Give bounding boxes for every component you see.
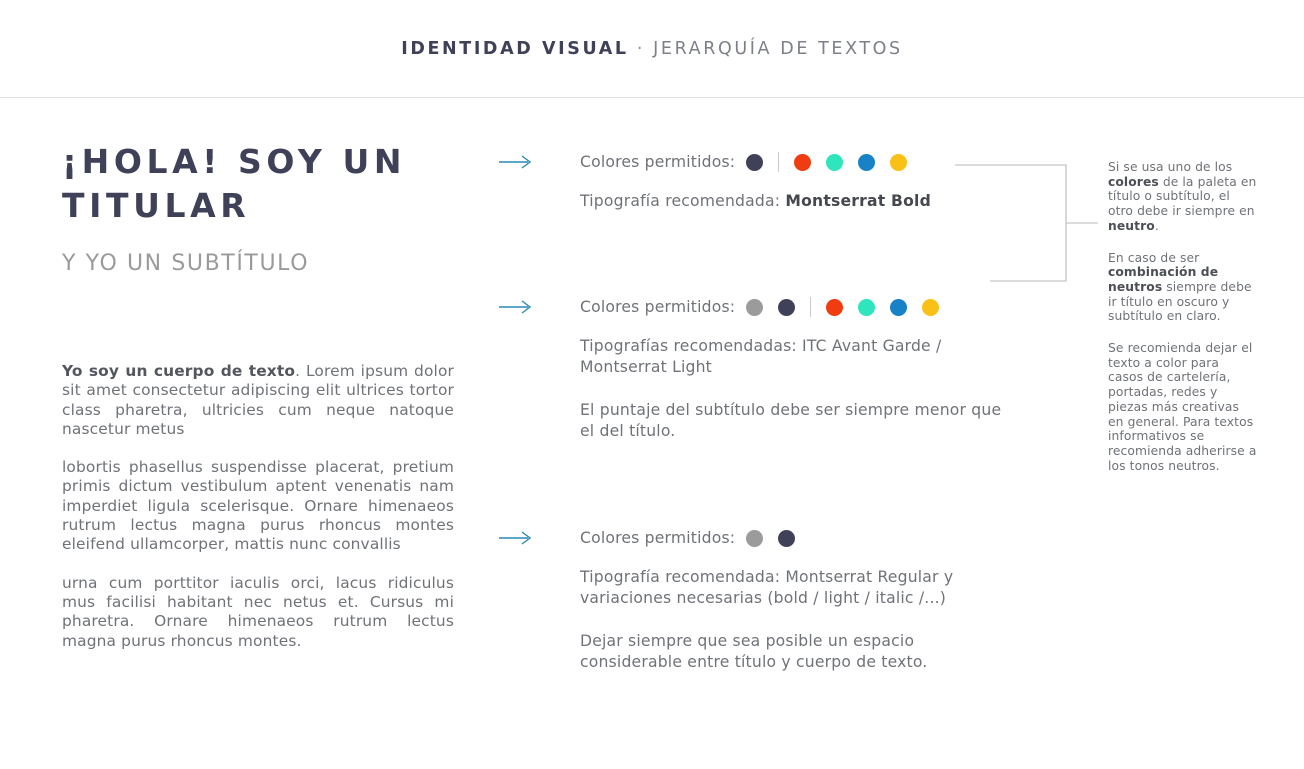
note-text: Si se usa uno de los <box>1108 160 1233 174</box>
colors-row <box>580 295 1018 319</box>
color-swatch-list <box>746 530 795 547</box>
color-swatch-gray[interactable] <box>746 299 763 316</box>
color-swatch-dark[interactable] <box>778 299 795 316</box>
colors-label: Colores permitidos: <box>580 153 736 171</box>
color-swatch-blue[interactable] <box>890 299 907 316</box>
note-item <box>1108 160 1258 234</box>
color-swatch-mint[interactable] <box>826 154 843 171</box>
sizing-note: El puntaje del subtítulo debe ser siempre menor que el del título. <box>580 401 1002 440</box>
color-swatch-blue[interactable] <box>858 154 875 171</box>
colors-row <box>580 150 1018 174</box>
body-paragraph <box>62 574 454 651</box>
color-swatch-mint[interactable] <box>858 299 875 316</box>
note-emphasis: colores <box>1108 174 1159 189</box>
note-emphasis: neutro <box>1108 218 1155 233</box>
color-swatch-dark[interactable] <box>746 154 763 171</box>
typography-recommendation: Tipografía recomendada: Montserrat Regular y variaciones necesarias (bold / light / italic /...) <box>580 568 954 607</box>
body-paragraph <box>62 458 454 554</box>
page-header <box>0 0 1304 97</box>
color-swatch-list <box>746 152 907 172</box>
note-text: de la paleta en título o subtítulo, el otro debe ir siempre en <box>1108 174 1257 219</box>
notes-column <box>1108 160 1258 473</box>
spacing-note: Dejar siempre que sea posible un espacio considerable entre título y cuerpo de texto. <box>580 632 928 671</box>
header-divider <box>0 97 1304 98</box>
sample-body-copy <box>62 362 454 651</box>
color-swatch-red[interactable] <box>794 154 811 171</box>
note-item <box>1108 251 1258 325</box>
color-swatch-dark[interactable] <box>778 530 795 547</box>
guideline-block-titular <box>498 150 1018 212</box>
typography-recommendation <box>580 191 1010 212</box>
sample-subtitulo: Y YO UN SUBTÍTULO <box>62 251 310 276</box>
colors-label: Colores permitidos: <box>580 529 736 547</box>
body-paragraph-text: lobortis phasellus suspendisse placerat, pretium primis dictum vestibulum aptent venenatis nam imperdiet ligula scelerisque. Ornare himenaeos rutrum lectus magna purus rhoncus montes eleifend ullamcorper, mattis nunc convallis <box>62 458 454 554</box>
page-title-separator: · <box>636 38 645 59</box>
page-title-light: JERARQUÍA DE TEXTOS <box>653 38 903 59</box>
note-text: siempre debe ir título en oscuro y subtítulo en claro. <box>1108 279 1252 324</box>
colors-row <box>580 526 1018 550</box>
swatch-group-divider <box>778 152 779 172</box>
swatch-group-divider <box>810 297 811 317</box>
guidelines-column <box>498 150 1018 673</box>
body-paragraph-text: . Lorem ipsum dolor sit amet consectetur adipiscing elit ultrices tortor class pharetra, ultricies cum neque natoque nascetur metus <box>62 362 454 438</box>
page-title <box>401 39 903 59</box>
color-swatch-list <box>746 297 939 317</box>
typography-value: Montserrat Bold <box>785 192 931 210</box>
colors-label: Colores permitidos: <box>580 298 736 316</box>
arrow-right-icon <box>498 530 536 546</box>
color-swatch-yellow[interactable] <box>922 299 939 316</box>
color-swatch-yellow[interactable] <box>890 154 907 171</box>
typography-label: Tipografía recomendada: <box>580 192 786 210</box>
typography-recommendation: Tipografías recomendadas: ITC Avant Garde / Montserrat Light <box>580 337 942 376</box>
color-swatch-red[interactable] <box>826 299 843 316</box>
arrow-right-icon <box>498 299 536 315</box>
guideline-block-subtitulo <box>498 295 1018 442</box>
sample-titular: ¡HOLA! SOY UN TITULAR <box>62 142 407 225</box>
body-paragraph-text: urna cum porttitor iaculis orci, lacus ridiculus mus facilisi habitant nec netus et. Cursus mi pharetra. Ornare himenaeos rutrum lectus magna purus rhoncus montes. <box>62 573 454 650</box>
note-text: Se recomienda dejar el texto a color para casos de cartelería, portadas, redes y piezas más creativas en general. Para textos informativos se recomienda adherirse a los tonos neutros. <box>1108 341 1257 473</box>
arrow-right-icon <box>498 154 536 170</box>
page-title-bold: IDENTIDAD VISUAL <box>401 38 629 59</box>
note-emphasis: combinación de neutros <box>1108 265 1219 294</box>
sample-text-column <box>62 140 454 651</box>
body-paragraph-lead: Yo soy un cuerpo de texto <box>62 362 296 380</box>
guideline-block-body <box>498 526 1018 673</box>
note-text: . <box>1154 218 1159 233</box>
note-text: En caso de ser <box>1108 250 1200 265</box>
body-paragraph <box>62 362 454 439</box>
note-item <box>1108 341 1258 473</box>
color-swatch-gray[interactable] <box>746 530 763 547</box>
